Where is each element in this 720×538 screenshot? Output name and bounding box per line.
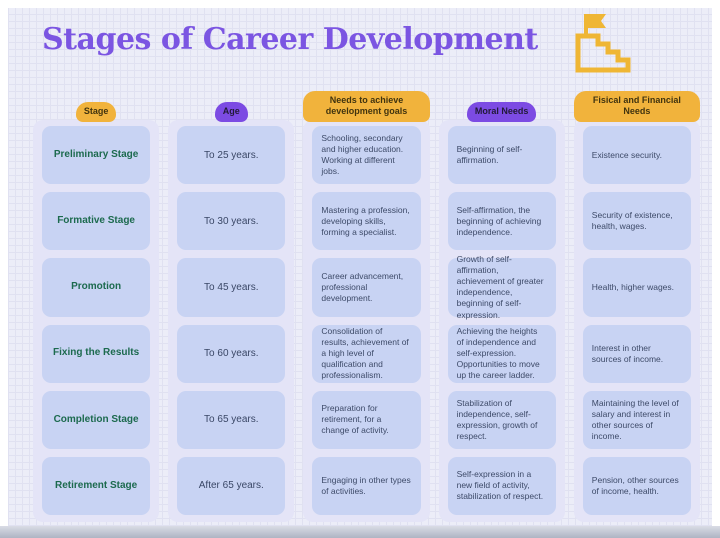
stage-cell: Preliminary Stage <box>42 126 150 184</box>
financial-cell: Maintaining the level of salary and interest in other sources of income. <box>583 391 691 449</box>
moral-cell: Growth of self-affirmation, achievement of greater independence, beginning of self-expression. <box>448 258 556 316</box>
financial-cell: Pension, other sources of income, health. <box>583 457 691 515</box>
needs-cell: Preparation for retirement, for a change of activity. <box>312 391 420 449</box>
needs-cell: Consolidation of results, achievement of a high level of qualification and professionalism. <box>312 325 420 383</box>
column-strip <box>574 120 700 522</box>
stairs-flag-icon <box>564 10 648 74</box>
stage-cell: Formative Stage <box>42 192 150 250</box>
moral-cell: Beginning of self-affirmation. <box>448 126 556 184</box>
column-strip <box>33 120 159 522</box>
column-development-needs <box>303 88 429 522</box>
financial-cell: Existence security. <box>583 126 691 184</box>
age-cell: To 45 years. <box>177 258 285 316</box>
column-header-financial-needs: Fisical and Financial Needs <box>574 91 700 122</box>
age-cell: To 30 years. <box>177 192 285 250</box>
column-header-age: Age <box>215 102 248 122</box>
age-cell: After 65 years. <box>177 457 285 515</box>
career-stages-table <box>33 88 700 522</box>
needs-cell: Mastering a profession, developing skills, forming a specialist. <box>312 192 420 250</box>
age-cell: To 25 years. <box>177 126 285 184</box>
column-strip <box>439 120 565 522</box>
column-header-development-needs: Needs to achieve development goals <box>303 91 429 122</box>
column-moral-needs <box>439 88 565 522</box>
financial-cell: Security of existence, health, wages. <box>583 192 691 250</box>
page-title: Stages of Career Development <box>42 22 538 57</box>
slide-canvas <box>8 8 712 526</box>
stage-cell: Retirement Stage <box>42 457 150 515</box>
column-age <box>168 88 294 522</box>
moral-cell: Self-affirmation, the beginning of achieving independence. <box>448 192 556 250</box>
needs-cell: Schooling, secondary and higher education. Working at different jobs. <box>312 126 420 184</box>
stage-cell: Completion Stage <box>42 391 150 449</box>
column-strip <box>168 120 294 522</box>
stage-cell: Fixing the Results <box>42 325 150 383</box>
needs-cell: Engaging in other types of activities. <box>312 457 420 515</box>
needs-cell: Career advancement, professional development. <box>312 258 420 316</box>
age-cell: To 65 years. <box>177 391 285 449</box>
financial-cell: Interest in other sources of income. <box>583 325 691 383</box>
moral-cell: Stabilization of independence, self-expression, growth of respect. <box>448 391 556 449</box>
moral-cell: Achieving the heights of independence and self-expression. Opportunities to move up the career ladder. <box>448 325 556 383</box>
financial-cell: Health, higher wages. <box>583 258 691 316</box>
slide-bottom-edge <box>0 526 720 538</box>
column-header-moral-needs: Moral Needs <box>467 102 537 122</box>
column-financial-needs <box>574 88 700 522</box>
stage-cell: Promotion <box>42 258 150 316</box>
column-header-stage: Stage <box>76 102 117 122</box>
column-stage <box>33 88 159 522</box>
column-strip <box>303 120 429 522</box>
moral-cell: Self-expression in a new field of activity, stabilization of respect. <box>448 457 556 515</box>
age-cell: To 60 years. <box>177 325 285 383</box>
